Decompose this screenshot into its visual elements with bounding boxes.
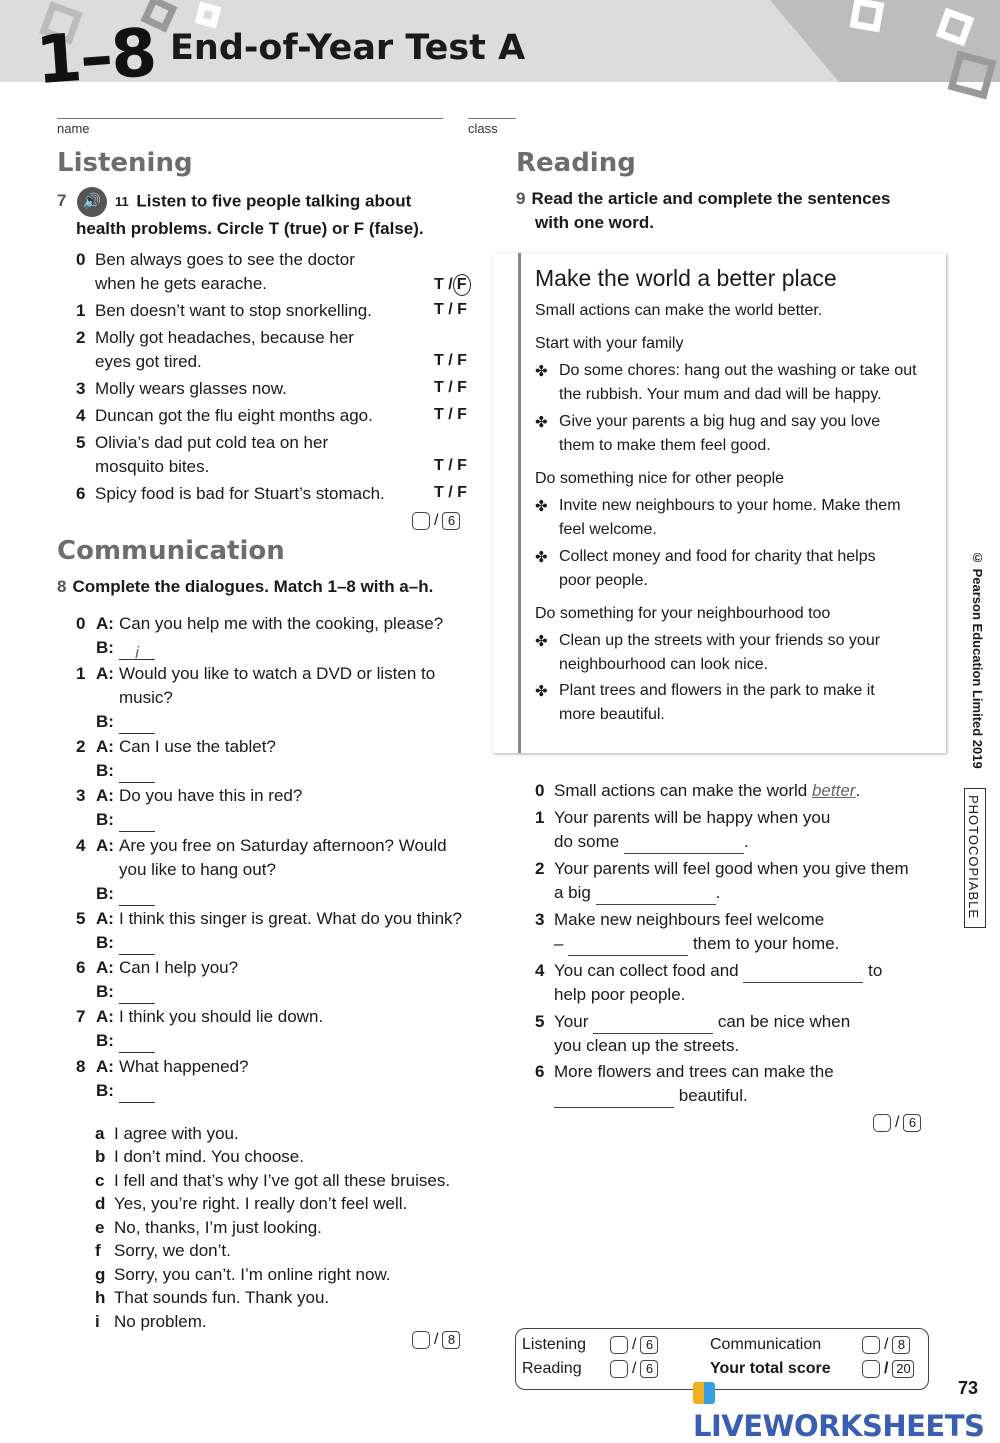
page-title: End-of-Year Test A xyxy=(170,28,526,68)
dialogue: 5 A: I think this singer is great. What do you think? B: xyxy=(76,907,486,955)
decor-square xyxy=(850,0,885,32)
dialogue: 8 A: What happened? B: xyxy=(76,1055,476,1103)
page-number: 73 xyxy=(958,1378,979,1398)
true-false-choice[interactable]: T / F xyxy=(434,301,467,318)
reading-instruction: 9 Read the article and complete the sentences with one word. xyxy=(516,189,891,232)
article-bullet: Plant trees and flowers in the park to make it more beautiful. xyxy=(559,682,875,723)
circled-answer: F xyxy=(453,274,471,296)
communication-instruction: 8 Complete the dialogues. Match 1–8 with a–h. xyxy=(57,577,434,596)
answer-blank[interactable] xyxy=(593,1015,713,1034)
score-box[interactable] xyxy=(610,1360,628,1378)
true-false-choice[interactable]: T / F xyxy=(434,274,471,296)
reading-total: Reading / 6 xyxy=(522,1360,658,1378)
answer-blank[interactable] xyxy=(119,1034,155,1053)
exercise-number: 7 xyxy=(57,191,67,211)
photocopiable-label: PHOTOCOPIABLE xyxy=(964,788,986,928)
score-box[interactable] xyxy=(873,1114,891,1132)
listening-score: / 6 xyxy=(412,512,460,530)
item-text: Ben always goes to see the doctor when he gets earache. xyxy=(95,250,355,293)
article-bullet: Collect money and food for charity that helps poor people. xyxy=(559,548,876,589)
communication-total: Communication / 8 xyxy=(710,1336,910,1354)
answer-blank[interactable] xyxy=(119,985,155,1004)
answer-blank[interactable] xyxy=(119,887,155,906)
answer-blank[interactable] xyxy=(119,813,155,832)
article-subtitle: Small actions can make the world better. xyxy=(535,302,823,319)
answer-blank[interactable] xyxy=(119,936,155,955)
class-field[interactable] xyxy=(468,100,516,119)
bullet-icon: ✤ xyxy=(535,549,548,566)
bullet-icon: ✤ xyxy=(535,633,548,650)
dialogue: 0 A: Can you help me with the cooking, please? B: i xyxy=(76,614,444,662)
article-bullet: Clean up the streets with your friends so your neighbourhood can look nice. xyxy=(559,632,881,673)
answer-blank[interactable] xyxy=(596,886,716,905)
article-section-heading: Start with your family xyxy=(535,335,684,352)
article-divider xyxy=(518,253,521,753)
bullet-icon: ✤ xyxy=(535,498,548,515)
overall-total: Your total score / 20 xyxy=(710,1360,914,1378)
answer-blank[interactable] xyxy=(554,1089,674,1108)
score-box[interactable] xyxy=(412,1331,430,1349)
article-title: Make the world a better place xyxy=(535,265,837,291)
communication-heading: Communication xyxy=(57,536,285,566)
watermark: LIVEWORKSHEETS xyxy=(693,1375,1000,1443)
unit-number: 1–8 xyxy=(33,13,158,100)
dialogue: 7 A: I think you should lie down. B: xyxy=(76,1005,476,1053)
answer-blank[interactable] xyxy=(568,937,688,956)
dialogue: 1 A: Would you like to watch a DVD or listen to music? B: xyxy=(76,662,476,734)
article-bullet: Invite new neighbours to your home. Make them feel welcome. xyxy=(559,497,901,538)
article-bullet: Give your parents a big hug and say you love them to make them feel good. xyxy=(559,413,881,454)
class-label: class xyxy=(468,121,498,136)
example-answer: better xyxy=(811,781,856,800)
dialogue: 2 A: Can I use the tablet? B: xyxy=(76,735,476,783)
listening-heading: Listening xyxy=(57,148,193,178)
bullet-icon: ✤ xyxy=(535,683,548,700)
track-number: 11 xyxy=(114,194,129,210)
true-false-choice[interactable]: T / F xyxy=(434,484,467,501)
audio-icon[interactable]: 🔊 xyxy=(77,187,107,217)
score-box[interactable] xyxy=(862,1336,880,1354)
name-label: name xyxy=(57,121,90,136)
answer-blank[interactable] xyxy=(743,964,863,983)
score-box[interactable] xyxy=(610,1336,628,1354)
article-card xyxy=(493,253,946,753)
dialogue: 4 A: Are you free on Saturday afternoon? Would you like to hang out? B: xyxy=(76,834,476,906)
answer-blank[interactable] xyxy=(119,715,155,734)
bullet-icon: ✤ xyxy=(535,363,548,380)
true-false-choice[interactable]: T / F xyxy=(434,379,467,396)
answer-blank[interactable] xyxy=(624,835,744,854)
article-section-heading: Do something for your neighbourhood too xyxy=(535,605,831,622)
answer-blank[interactable] xyxy=(119,764,155,783)
true-false-choice[interactable]: T / F xyxy=(434,457,467,474)
instruction-line-1: Listen to five people talking about xyxy=(136,191,412,211)
true-false-choice[interactable]: T / F xyxy=(434,352,467,369)
answer-blank[interactable] xyxy=(119,1084,155,1103)
liveworksheets-logo-icon xyxy=(693,1382,715,1404)
listening-instruction xyxy=(57,187,477,241)
instruction-line-2: health problems. Circle T (true) or F (false). xyxy=(76,219,424,238)
reading-heading: Reading xyxy=(516,148,636,178)
reading-score: / 6 xyxy=(873,1114,921,1132)
name-field[interactable] xyxy=(57,100,443,119)
true-false-choice[interactable]: T / F xyxy=(434,406,467,423)
item-number: 0 xyxy=(76,250,86,269)
listening-total: Listening / 6 xyxy=(522,1336,658,1354)
score-box[interactable] xyxy=(412,512,430,530)
bullet-icon: ✤ xyxy=(535,414,548,431)
copyright-text: © Pearson Education Limited 2019 xyxy=(970,550,985,769)
article-bullet: Do some chores: hang out the washing or take out the rubbish. Your mum and dad will be happy. xyxy=(559,362,917,403)
answer-blank[interactable]: i xyxy=(119,641,155,660)
dialogue: 3 A: Do you have this in red? B: xyxy=(76,784,476,832)
dialogue: 6 A: Can I help you? B: xyxy=(76,956,476,1004)
communication-score: / 8 xyxy=(412,1331,460,1349)
article-section-heading: Do something nice for other people xyxy=(535,470,785,487)
